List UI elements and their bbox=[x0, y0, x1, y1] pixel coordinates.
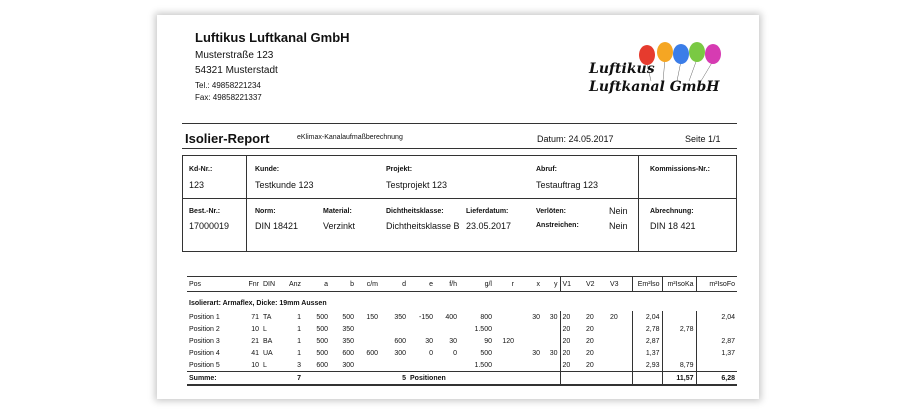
table-cell: 2,93 bbox=[632, 359, 662, 372]
table-cell: 71 bbox=[251, 313, 259, 321]
table-cell: 30 bbox=[425, 337, 433, 345]
bestnr-value: 17000019 bbox=[189, 221, 230, 231]
table-cell bbox=[608, 359, 632, 372]
table-cell bbox=[608, 335, 632, 347]
column-header: V3 bbox=[608, 277, 632, 292]
table-cell bbox=[380, 359, 408, 372]
table-cell: -150 bbox=[418, 313, 433, 321]
table-cell: 0 bbox=[429, 349, 433, 357]
column-header: Pos bbox=[187, 277, 245, 292]
table-cell: UA bbox=[263, 349, 273, 357]
column-header: y bbox=[542, 277, 560, 292]
sum-cell: Summe: bbox=[187, 372, 245, 386]
sum-cell bbox=[516, 372, 542, 386]
table-cell: TA bbox=[263, 313, 272, 321]
anstreichen-value: Nein bbox=[609, 221, 628, 231]
table-cell: 20 bbox=[586, 313, 594, 321]
norm-label: Norm: bbox=[255, 208, 276, 215]
table-cell: 500 bbox=[316, 313, 328, 321]
table-cell bbox=[516, 335, 542, 347]
company-name: Luftikus Luftkanal GmbH bbox=[195, 30, 350, 45]
table-cell: 90 bbox=[484, 337, 492, 345]
table-cell: 20 bbox=[586, 361, 594, 369]
table-cell bbox=[408, 323, 435, 335]
table-cell: 120 bbox=[502, 337, 514, 345]
kdnr-value: 123 bbox=[189, 180, 205, 190]
sum-cell bbox=[303, 372, 330, 386]
sum-cell bbox=[261, 372, 281, 386]
table-cell bbox=[380, 323, 408, 335]
section-label: Isolierart: Armaflex, Dicke: 19mm Aussen bbox=[189, 300, 327, 307]
dicht-label: Dichtheitsklasse: bbox=[386, 208, 444, 215]
table-cell bbox=[435, 323, 459, 335]
table-cell: 400 bbox=[445, 313, 457, 321]
table-cell bbox=[356, 359, 380, 372]
table-cell: Position 3 bbox=[189, 337, 220, 345]
column-header: Anz bbox=[281, 277, 303, 292]
table-cell: 1 bbox=[297, 337, 301, 345]
table-cell bbox=[356, 335, 380, 347]
company-tel: Tel.: 49858221234 bbox=[195, 81, 261, 90]
abrechnung-value: DIN 18 421 bbox=[650, 221, 696, 231]
kommission-label: Kommissions-Nr.: bbox=[650, 166, 710, 173]
table-cell: 350 bbox=[394, 313, 406, 321]
table-cell: Position 5 bbox=[189, 361, 220, 369]
kunde-label: Kunde: bbox=[255, 166, 280, 173]
table-cell: 20 bbox=[560, 323, 584, 335]
sum-cell bbox=[560, 372, 584, 386]
sum-cell bbox=[632, 372, 662, 386]
sum-cell bbox=[608, 372, 632, 386]
sum-cell bbox=[356, 372, 380, 386]
table-cell: Position 4 bbox=[189, 349, 220, 357]
column-header: Fnr bbox=[245, 277, 261, 292]
table-cell bbox=[542, 359, 560, 372]
table-cell: 3 bbox=[297, 361, 301, 369]
company-city: 54321 Musterstadt bbox=[195, 65, 278, 76]
table-cell: 1,37 bbox=[696, 347, 737, 359]
sum-row bbox=[187, 372, 737, 386]
column-header: x bbox=[516, 277, 542, 292]
table-cell: 2,04 bbox=[632, 311, 662, 323]
report-page: Seite 1/1 bbox=[685, 134, 721, 144]
table-cell: Position 2 bbox=[189, 325, 220, 333]
report-subtitle: eKlimax-Kanalaufmaßberechnung bbox=[297, 134, 403, 141]
divider bbox=[182, 148, 737, 149]
anstreichen-label: Anstreichen: bbox=[536, 222, 579, 229]
company-logo bbox=[585, 41, 735, 101]
table-cell bbox=[494, 347, 516, 359]
sum-cell: 11,57 bbox=[662, 372, 696, 386]
projekt-label: Projekt: bbox=[386, 166, 413, 173]
sum-cell: 5 bbox=[380, 372, 408, 386]
table-cell bbox=[408, 359, 435, 372]
table-cell: 300 bbox=[394, 349, 406, 357]
sum-cell: 7 bbox=[281, 372, 303, 386]
table-cell: 350 bbox=[342, 337, 354, 345]
table-row bbox=[187, 323, 737, 335]
table-cell: 20 bbox=[560, 347, 584, 359]
company-fax: Fax: 49858221337 bbox=[195, 93, 262, 102]
table-cell: 150 bbox=[366, 313, 378, 321]
table-cell: 20 bbox=[586, 349, 594, 357]
table-cell: 30 bbox=[549, 349, 558, 357]
section-row bbox=[187, 292, 737, 312]
report-title: Isolier-Report bbox=[185, 131, 270, 146]
table-cell: BA bbox=[263, 337, 273, 345]
abruf-label: Abruf: bbox=[536, 166, 557, 173]
table-cell: 600 bbox=[366, 349, 378, 357]
table-cell bbox=[696, 323, 737, 335]
table-row bbox=[187, 311, 737, 323]
table-cell bbox=[494, 323, 516, 335]
divider bbox=[182, 123, 737, 124]
table-cell: Position 1 bbox=[189, 313, 220, 321]
table-cell bbox=[435, 359, 459, 372]
table-cell: 2,87 bbox=[632, 335, 662, 347]
table-cell bbox=[542, 335, 560, 347]
table-cell: 0 bbox=[453, 349, 457, 357]
table-cell: 30 bbox=[532, 313, 540, 321]
verloeten-label: Verlöten: bbox=[536, 208, 566, 215]
table-cell: 600 bbox=[316, 361, 328, 369]
logo-line1: Luftikus bbox=[589, 61, 655, 77]
table-cell: 2,78 bbox=[632, 323, 662, 335]
table-cell bbox=[356, 323, 380, 335]
abruf-value: Testauftrag 123 bbox=[536, 180, 599, 190]
table-cell: 41 bbox=[251, 349, 259, 357]
bestnr-label: Best.-Nr.: bbox=[189, 208, 221, 215]
sum-cell bbox=[245, 372, 261, 386]
column-header: DIN bbox=[261, 277, 281, 292]
material-label: Material: bbox=[323, 208, 352, 215]
table-cell: 1 bbox=[297, 325, 301, 333]
column-header: f/h bbox=[435, 277, 459, 292]
kdnr-label: Kd-Nr.: bbox=[189, 166, 213, 173]
report-sheet bbox=[157, 15, 759, 399]
table-cell: 350 bbox=[342, 325, 354, 333]
table-cell: 2,87 bbox=[696, 335, 737, 347]
liefer-value: 23.05.2017 bbox=[466, 221, 512, 231]
column-header: Em²lso bbox=[632, 277, 662, 292]
table-cell: 8,79 bbox=[662, 359, 696, 372]
table-cell: 1.500 bbox=[474, 325, 492, 333]
sum-cell: 6,28 bbox=[696, 372, 737, 386]
table-cell: 30 bbox=[549, 313, 558, 321]
info-box bbox=[182, 155, 737, 252]
table-cell: 10 bbox=[251, 325, 259, 333]
company-street: Musterstraße 123 bbox=[195, 50, 274, 61]
table-cell: 1 bbox=[297, 313, 301, 321]
table-cell: 1 bbox=[297, 349, 301, 357]
table-cell: 500 bbox=[480, 349, 492, 357]
column-header: d bbox=[380, 277, 408, 292]
table-cell: 600 bbox=[342, 349, 354, 357]
norm-value: DIN 18421 bbox=[255, 221, 299, 231]
table-cell bbox=[542, 323, 560, 335]
table-cell: 20 bbox=[586, 325, 594, 333]
dicht-value: Dichtheitsklasse B bbox=[386, 221, 460, 231]
abrechnung-label: Abrechnung: bbox=[650, 208, 694, 215]
sum-cell bbox=[494, 372, 516, 386]
table-cell bbox=[516, 323, 542, 335]
table-cell: 300 bbox=[342, 361, 354, 369]
sum-positions: Positionen bbox=[408, 372, 494, 386]
sum-cell bbox=[584, 372, 608, 386]
column-header: m²IsoFo bbox=[696, 277, 737, 292]
table-cell: 21 bbox=[251, 337, 259, 345]
table-cell: 20 bbox=[610, 313, 618, 321]
column-header: c/m bbox=[356, 277, 380, 292]
column-header: V2 bbox=[584, 277, 608, 292]
table-row bbox=[187, 347, 737, 359]
table-cell: 800 bbox=[480, 313, 492, 321]
logo-line2: Luftkanal GmbH bbox=[589, 79, 720, 95]
column-header: g/l bbox=[459, 277, 494, 292]
table-cell bbox=[516, 359, 542, 372]
table-cell bbox=[662, 311, 696, 323]
table-cell: 30 bbox=[449, 337, 457, 345]
column-header: m²IsoKa bbox=[662, 277, 696, 292]
table-cell bbox=[608, 323, 632, 335]
table-cell: 600 bbox=[394, 337, 406, 345]
projekt-value: Testprojekt 123 bbox=[386, 180, 448, 190]
table-cell bbox=[494, 311, 516, 323]
column-header: b bbox=[330, 277, 356, 292]
table-cell: 1,37 bbox=[632, 347, 662, 359]
table-cell: 1.500 bbox=[474, 361, 492, 369]
material-value: Verzinkt bbox=[323, 221, 356, 231]
column-header: V1 bbox=[560, 277, 584, 292]
table-cell bbox=[662, 335, 696, 347]
table-row bbox=[187, 359, 737, 372]
sum-cell bbox=[542, 372, 560, 386]
table-cell: 500 bbox=[316, 325, 328, 333]
table-cell: 2,04 bbox=[696, 311, 737, 323]
table-cell: L bbox=[263, 361, 267, 369]
report-date: Datum: 24.05.2017 bbox=[537, 134, 614, 144]
liefer-label: Lieferdatum: bbox=[466, 208, 509, 215]
table-cell bbox=[494, 359, 516, 372]
table-cell: 500 bbox=[316, 349, 328, 357]
isolation-table bbox=[187, 276, 737, 386]
column-header: a bbox=[303, 277, 330, 292]
table-header bbox=[187, 277, 737, 292]
verloeten-value: Nein bbox=[609, 206, 628, 216]
table-cell: 20 bbox=[560, 311, 584, 323]
column-header: e bbox=[408, 277, 435, 292]
table-cell: 500 bbox=[342, 313, 354, 321]
table-cell: 500 bbox=[316, 337, 328, 345]
table-cell bbox=[608, 347, 632, 359]
table-cell: 30 bbox=[532, 349, 540, 357]
table-cell: 10 bbox=[251, 361, 259, 369]
table-cell: 20 bbox=[586, 337, 594, 345]
table-row bbox=[187, 335, 737, 347]
table-cell bbox=[662, 347, 696, 359]
table-cell: 2,78 bbox=[662, 323, 696, 335]
sum-cell bbox=[330, 372, 356, 386]
table-cell bbox=[696, 359, 737, 372]
kunde-value: Testkunde 123 bbox=[255, 180, 314, 190]
table-cell: 20 bbox=[560, 335, 584, 347]
column-header: r bbox=[494, 277, 516, 292]
table-cell: L bbox=[263, 325, 267, 333]
table-cell: 20 bbox=[560, 359, 584, 372]
